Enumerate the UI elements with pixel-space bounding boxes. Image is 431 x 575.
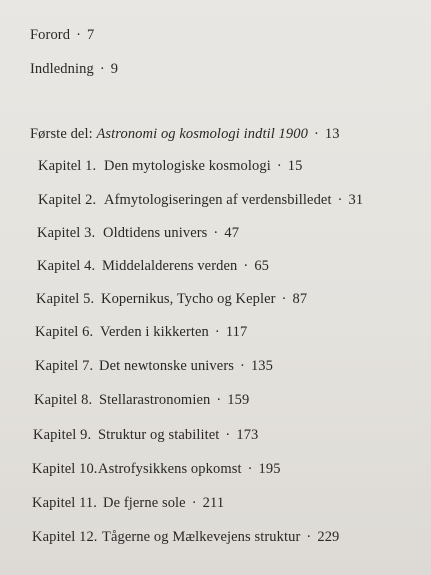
- part-label: Første del:: [30, 126, 93, 142]
- toc-chapter-8: [34, 391, 414, 409]
- chapter-page: 47: [224, 225, 240, 241]
- separator-dot: ·: [216, 392, 222, 408]
- chapter-title: Afmytologiseringen af verdensbilledet: [104, 192, 332, 208]
- chapter-page: 211: [202, 495, 225, 511]
- chapter-label: Kapitel 3.: [37, 225, 96, 241]
- toc-chapter-4: [37, 257, 417, 275]
- toc-chapter-5: [36, 290, 416, 308]
- chapter-page: 31: [348, 192, 364, 208]
- toc-chapter-9: [33, 426, 413, 444]
- chapter-label: Kapitel 11.: [32, 495, 97, 511]
- toc-part-heading: [30, 125, 340, 143]
- toc-chapter-2: [38, 191, 418, 209]
- separator-dot: ·: [337, 192, 343, 208]
- chapter-title: De fjerne sole: [103, 495, 186, 511]
- chapter-title: Den mytologiske kosmologi: [104, 158, 271, 174]
- separator-dot: ·: [191, 495, 197, 511]
- chapter-label: Kapitel 7.: [35, 358, 94, 374]
- separator-dot: ·: [247, 461, 253, 477]
- separator-dot: ·: [243, 258, 249, 274]
- toc-chapter-11: [32, 494, 412, 512]
- toc-chapter-3: [37, 224, 417, 242]
- entry-page: 7: [87, 27, 95, 43]
- entry-title: Forord: [30, 27, 71, 43]
- separator-dot: ·: [276, 158, 282, 174]
- chapter-label: Kapitel 10.: [32, 461, 98, 477]
- toc-chapter-10: [32, 460, 412, 478]
- separator-dot: ·: [214, 324, 220, 340]
- chapter-page: 159: [227, 392, 250, 408]
- chapter-title: Struktur og stabilitet: [98, 427, 220, 443]
- chapter-title: Stellarastronomien: [99, 392, 211, 408]
- chapter-page: 87: [292, 291, 308, 307]
- chapter-title: Kopernikus, Tycho og Kepler: [101, 291, 276, 307]
- chapter-title: Verden i kikkerten: [100, 324, 209, 340]
- chapter-page: 117: [225, 324, 248, 340]
- chapter-label: Kapitel 1.: [38, 158, 97, 174]
- chapter-title: Astrofysikkens opkomst: [98, 461, 242, 477]
- chapter-title: Det newtonske univers: [99, 358, 234, 374]
- toc-entry-indledning: [30, 60, 118, 78]
- separator-dot: ·: [213, 225, 219, 241]
- chapter-label: Kapitel 12.: [32, 529, 98, 545]
- separator-dot: ·: [313, 126, 319, 142]
- part-title: Astronomi og kosmologi indtil 1900: [96, 126, 308, 142]
- chapter-title: Tågerne og Mælkevejens struktur: [102, 529, 301, 545]
- separator-dot: ·: [225, 427, 231, 443]
- entry-title: Indledning: [30, 61, 94, 77]
- chapter-page: 173: [236, 427, 259, 443]
- separator-dot: ·: [281, 291, 287, 307]
- chapter-label: Kapitel 5.: [36, 291, 95, 307]
- separator-dot: ·: [76, 27, 82, 43]
- toc-chapter-12: [32, 528, 422, 546]
- chapter-label: Kapitel 9.: [33, 427, 92, 443]
- chapter-page: 229: [317, 529, 340, 545]
- toc-chapter-6: [35, 323, 415, 341]
- toc-entry-forord: [30, 26, 94, 44]
- chapter-label: Kapitel 8.: [34, 392, 93, 408]
- chapter-label: Kapitel 2.: [38, 192, 97, 208]
- separator-dot: ·: [240, 358, 245, 374]
- chapter-page: 15: [287, 158, 303, 174]
- chapter-title: Oldtidens univers: [103, 225, 208, 241]
- chapter-label: Kapitel 6.: [35, 324, 94, 340]
- separator-dot: ·: [99, 61, 105, 77]
- toc-chapter-1: [38, 157, 418, 175]
- separator-dot: ·: [306, 529, 312, 545]
- entry-page: 9: [110, 61, 119, 77]
- chapter-label: Kapitel 4.: [37, 258, 96, 274]
- part-page: 13: [324, 126, 340, 142]
- chapter-page: 195: [258, 461, 281, 477]
- toc-chapter-7: [35, 357, 415, 375]
- chapter-title: Middelalderens verden: [102, 258, 238, 274]
- chapter-page: 65: [254, 258, 270, 274]
- chapter-page: 135: [250, 358, 273, 374]
